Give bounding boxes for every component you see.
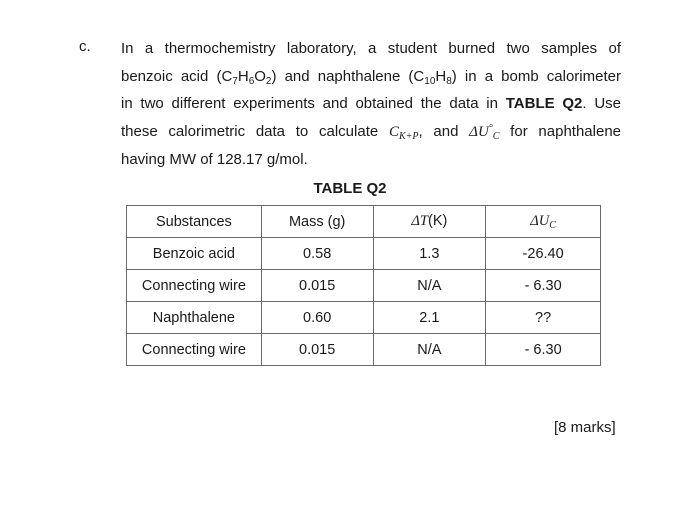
header-delta-u: $\Delta U_C$ bbox=[486, 206, 601, 238]
cell-substance: Naphthalene bbox=[127, 302, 262, 334]
cell-mass: 0.58 bbox=[261, 238, 373, 270]
question-text bbox=[121, 35, 621, 174]
table-row bbox=[127, 302, 601, 334]
table-row bbox=[127, 270, 601, 302]
cell-delta-t: N/A bbox=[373, 334, 486, 366]
cell-substance: Connecting wire bbox=[127, 334, 262, 366]
heat-capacity-symbol: $C_{K+P}$ bbox=[388, 123, 419, 142]
cell-delta-u: -26.40 bbox=[486, 238, 601, 270]
header-mass: Mass (g) bbox=[261, 206, 373, 238]
cell-delta-u: - 6.30 bbox=[486, 270, 601, 302]
question-line-3: in two different experiments and obtained the data in TABLE Q2. Use bbox=[121, 95, 622, 112]
cell-delta-t: 2.1 bbox=[373, 302, 486, 334]
data-table bbox=[126, 205, 601, 366]
question-line-2: benzoic acid $(C_7H_6O_2)$ and naphthalene $(C_{10}H_8)$ in a bomb calorimeter bbox=[121, 67, 621, 87]
question-label: c. bbox=[79, 38, 91, 55]
header-delta-t: ΔT(K) bbox=[373, 206, 486, 238]
question-line-5: having MW of 128.17 g/mol. bbox=[121, 151, 308, 168]
cell-delta-t: N/A bbox=[373, 270, 486, 302]
table-row bbox=[127, 238, 601, 270]
cell-mass: 0.60 bbox=[261, 302, 373, 334]
table-row bbox=[127, 334, 601, 366]
marks-label: [8 marks] bbox=[554, 419, 616, 436]
internal-energy-symbol: $\Delta U^\circ_C$ bbox=[469, 122, 500, 142]
cell-substance: Benzoic acid bbox=[127, 238, 262, 270]
question-line-4: these calorimetric data to calculate $C_{K+P}$, and $\Delta U^\circ_C$ for naphthalene bbox=[121, 122, 621, 142]
table-title: TABLE Q2 bbox=[313, 180, 387, 197]
table-reference: TABLE Q2 bbox=[505, 95, 583, 112]
table-header-row bbox=[127, 206, 601, 238]
cell-mass: 0.015 bbox=[261, 270, 373, 302]
cell-delta-t: 1.3 bbox=[373, 238, 486, 270]
cell-substance: Connecting wire bbox=[127, 270, 262, 302]
question-line-1: In a thermochemistry laboratory, a student burned two samples of bbox=[121, 40, 621, 57]
cell-mass: 0.015 bbox=[261, 334, 373, 366]
header-substances: Substances bbox=[127, 206, 262, 238]
cell-delta-u: ?? bbox=[486, 302, 601, 334]
cell-delta-u: - 6.30 bbox=[486, 334, 601, 366]
